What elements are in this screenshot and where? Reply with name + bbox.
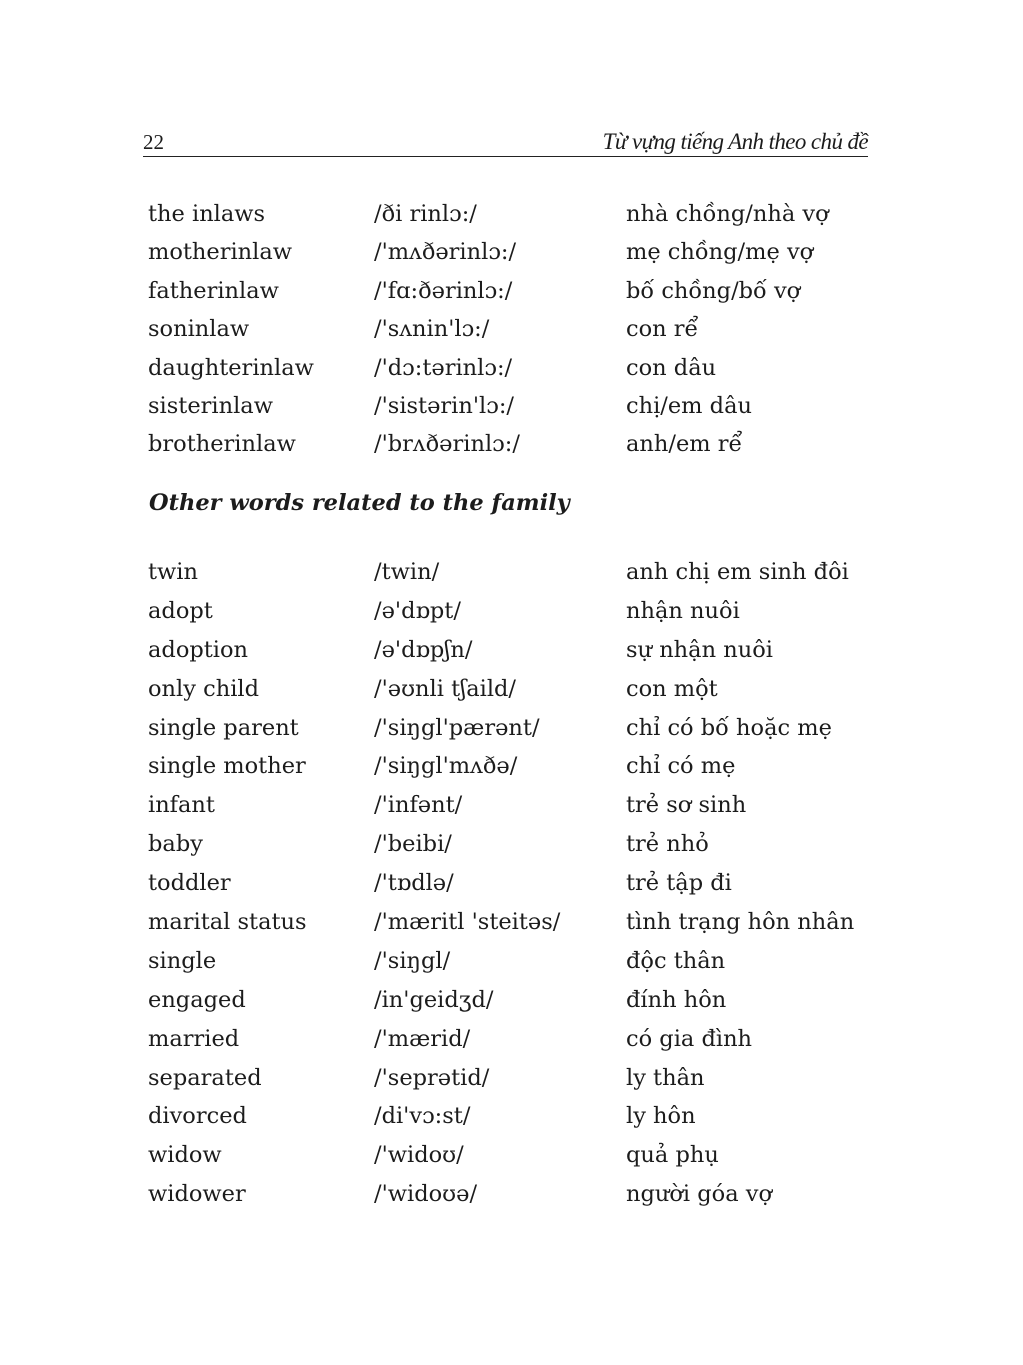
vietnamese-meaning: anh/em rể (626, 431, 743, 458)
vocab-row (0, 1175, 1023, 1214)
english-word: divorced (148, 1103, 247, 1130)
vietnamese-meaning: chị/em dâu (626, 392, 752, 419)
english-word: fatherinlaw (148, 277, 279, 304)
ipa-transcription: /'dɔ:tərinlɔ:/ (374, 354, 513, 381)
ipa-transcription: /'siŋgl'pærənt/ (374, 714, 540, 741)
vietnamese-meaning: nhà chồng/nhà vợ (626, 201, 829, 227)
vocab-row (0, 942, 1023, 981)
english-word: adoption (148, 636, 249, 663)
ipa-transcription: /'brʌðərinlɔ:/ (374, 431, 520, 458)
ipa-transcription: /'mærid/ (374, 1025, 471, 1052)
ipa-transcription: /ði rinlɔ:/ (374, 201, 477, 227)
english-word: daughterinlaw (148, 354, 314, 381)
english-word: motherinlaw (148, 239, 293, 266)
vietnamese-meaning: trẻ tập đi (626, 870, 732, 897)
vocab-row (0, 709, 1023, 748)
vietnamese-meaning: trẻ nhỏ (626, 831, 709, 858)
vocab-row (0, 1020, 1023, 1059)
vocab-row (0, 670, 1023, 709)
vocab-row (0, 272, 1023, 310)
vocab-row (0, 1059, 1023, 1098)
ipa-transcription: /'widoʊ/ (374, 1142, 464, 1169)
vietnamese-meaning: con một (626, 675, 718, 702)
page-number: 22 (143, 130, 164, 154)
vietnamese-meaning: bố chồng/bố vợ (626, 277, 801, 304)
vietnamese-meaning: mẹ chồng/mẹ vợ (626, 239, 814, 266)
vocab-row (0, 425, 1023, 463)
vocab-row (0, 1136, 1023, 1175)
family-vocabulary-list (0, 553, 1023, 1214)
ipa-transcription: /'fɑ:ðərinlɔ:/ (374, 277, 513, 304)
vocab-row (0, 387, 1023, 425)
english-word: separated (148, 1064, 262, 1091)
vocab-row (0, 903, 1023, 942)
vocab-row (0, 631, 1023, 670)
vietnamese-meaning: đính hôn (626, 986, 727, 1013)
vocab-row (0, 195, 1023, 233)
ipa-transcription: /'seprətid/ (374, 1064, 490, 1091)
english-word: soninlaw (148, 316, 250, 343)
ipa-transcription: /ə'dɒpʃn/ (374, 636, 473, 663)
ipa-transcription: /'sʌnin'lɔ:/ (374, 316, 490, 343)
vocab-row (0, 825, 1023, 864)
vocab-row (0, 349, 1023, 387)
vietnamese-meaning: anh chị em sinh đôi (626, 559, 849, 585)
ipa-transcription: /di'vɔ:st/ (374, 1103, 471, 1130)
vietnamese-meaning: sự nhận nuôi (626, 636, 773, 663)
english-word: engaged (148, 986, 246, 1013)
vocab-row (0, 310, 1023, 348)
english-word: the inlaws (148, 201, 266, 227)
running-title: Từ vựng tiếng Anh theo chủ đề (602, 129, 868, 154)
english-word: brotherinlaw (148, 431, 296, 458)
english-word: only child (148, 675, 259, 702)
english-word: single mother (148, 753, 306, 780)
ipa-transcription: /'infənt/ (374, 792, 463, 819)
english-word: married (148, 1025, 240, 1052)
english-word: single parent (148, 714, 299, 741)
english-word: infant (148, 792, 215, 819)
vietnamese-meaning: con dâu (626, 354, 717, 381)
ipa-transcription: /'sistərin'lɔ:/ (374, 392, 514, 419)
ipa-transcription: /in'geidʒd/ (374, 986, 494, 1013)
vietnamese-meaning: nhận nuôi (626, 597, 740, 624)
ipa-transcription: /twin/ (374, 559, 440, 585)
ipa-transcription: /'mæritl 'steitəs/ (374, 909, 561, 936)
vocab-row (0, 233, 1023, 271)
vietnamese-meaning: ly thân (626, 1064, 705, 1091)
english-word: baby (148, 831, 203, 858)
vocab-row (0, 592, 1023, 631)
ipa-transcription: /'əʊnli tʃaild/ (374, 675, 517, 702)
vocab-row (0, 747, 1023, 786)
ipa-transcription: /'tɒdlə/ (374, 870, 454, 897)
english-word: toddler (148, 870, 231, 897)
vietnamese-meaning: có gia đình (626, 1025, 753, 1052)
vocab-row (0, 981, 1023, 1020)
english-word: single (148, 947, 217, 974)
vocab-row (0, 553, 1023, 592)
section-heading: Other words related to the family (149, 490, 570, 516)
vietnamese-meaning: chỉ có bố hoặc mẹ (626, 714, 832, 741)
english-word: widow (148, 1142, 222, 1169)
vietnamese-meaning: con rể (626, 316, 699, 343)
ipa-transcription: /'siŋgl/ (374, 947, 451, 974)
english-word: adopt (148, 597, 213, 624)
page-header (143, 122, 868, 157)
ipa-transcription: /ə'dɒpt/ (374, 597, 461, 624)
vietnamese-meaning: người góa vợ (626, 1181, 773, 1208)
vocab-row (0, 864, 1023, 903)
ipa-transcription: /'beibi/ (374, 831, 452, 858)
vocab-row (0, 1097, 1023, 1136)
inlaws-vocabulary-list (0, 195, 1023, 464)
vietnamese-meaning: chỉ có mẹ (626, 753, 736, 780)
ipa-transcription: /'widoʊə/ (374, 1181, 478, 1208)
english-word: sisterinlaw (148, 392, 273, 419)
english-word: marital status (148, 909, 307, 936)
vietnamese-meaning: trẻ sơ sinh (626, 792, 747, 819)
vietnamese-meaning: quả phụ (626, 1142, 719, 1169)
vietnamese-meaning: tình trạng hôn nhân (626, 909, 855, 936)
ipa-transcription: /'siŋgl'mʌðə/ (374, 753, 518, 780)
ipa-transcription: /'mʌðərinlɔ:/ (374, 239, 517, 266)
vietnamese-meaning: độc thân (626, 947, 726, 974)
vietnamese-meaning: ly hôn (626, 1103, 696, 1130)
english-word: twin (148, 559, 198, 585)
vocab-row (0, 786, 1023, 825)
english-word: widower (148, 1181, 246, 1208)
